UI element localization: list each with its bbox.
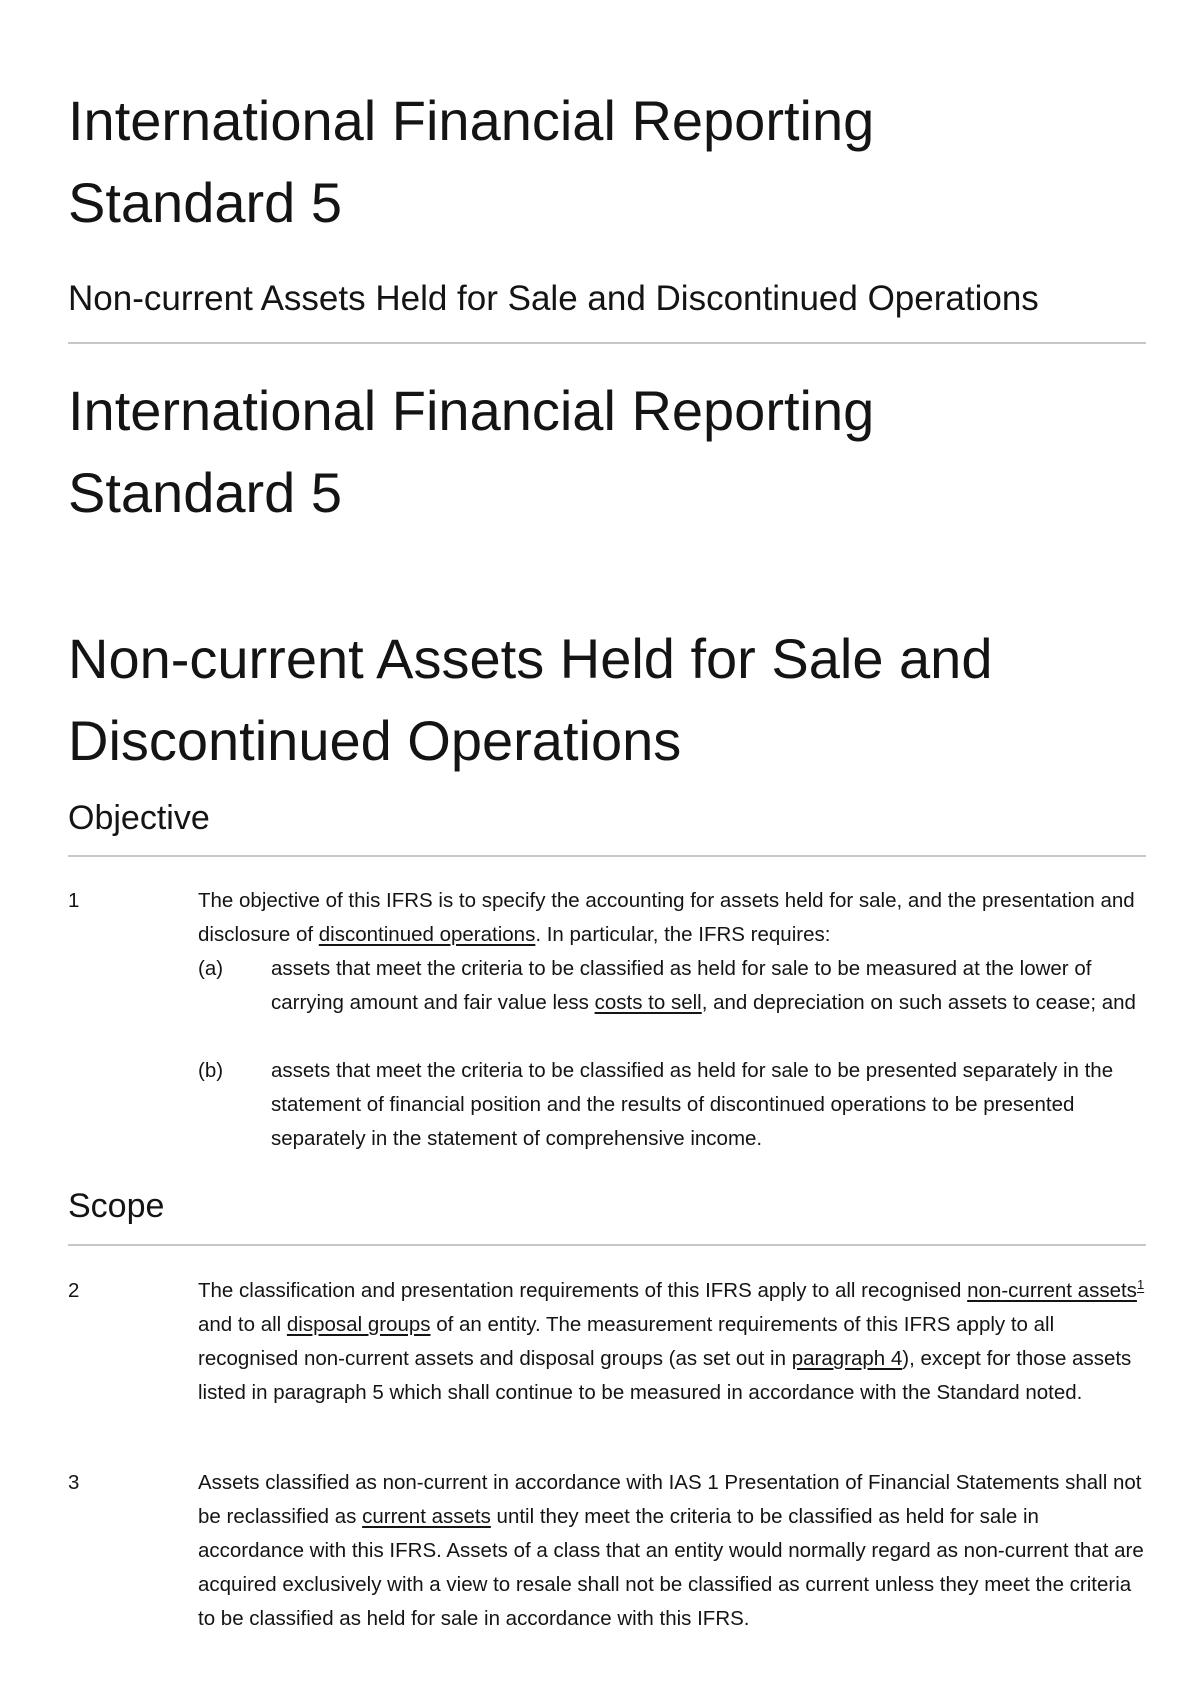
standard-subtitle: Non-current Assets Held for Sale and Discontinued Operations	[68, 627, 993, 772]
disposal-groups-link[interactable]: disposal groups	[286, 1313, 431, 1336]
list-item	[271, 952, 1148, 1020]
paragraph-number: 3	[68, 1471, 80, 1494]
paragraph-text: The objective of this IFRS is to specify the accounting for assets held for sale, and the presentation and disclosure of	[198, 889, 1135, 946]
objective-heading: Objective	[68, 799, 210, 837]
current-assets-link[interactable]: current assets	[362, 1505, 491, 1528]
standard-title: International Financial Reporting Standard 5	[68, 379, 875, 524]
paragraph-text: ), except for those assets listed in paragraph 5 which shall continue to be measured in accordance with the Standard noted.	[198, 1347, 1132, 1404]
document-title: International Financial Reporting Standard 5	[68, 89, 875, 234]
paragraph-4-link[interactable]: paragraph 4	[791, 1347, 903, 1370]
paragraph-number: 2	[68, 1279, 80, 1302]
objective-divider	[68, 855, 1146, 857]
costs-to-sell-link[interactable]: costs to sell	[594, 991, 702, 1014]
footnote-link[interactable]: 1	[1136, 1277, 1145, 1293]
paragraph-text: and to all	[198, 1313, 287, 1336]
list-item-label: (b)	[198, 1059, 224, 1082]
list-item-text: , and depreciation on such assets to cease; and	[701, 991, 1136, 1014]
discontinued-operations-link[interactable]: discontinued operations	[318, 923, 536, 946]
scope-paragraph-3	[198, 1466, 1148, 1636]
objective-paragraph	[198, 884, 1148, 952]
list-item: assets that meet the criteria to be classified as held for sale to be presented separately in the statement of financial position and the results of discontinued operations to be presented separately in the statement of comprehensive income.	[271, 1059, 1114, 1150]
scope-heading: Scope	[68, 1187, 165, 1225]
list-item-text: assets that meet the criteria to be classified as held for sale to be measured at the lower of carrying amount and fair value less	[271, 957, 1092, 1014]
scope-paragraph-2	[198, 1274, 1148, 1410]
paragraph-text: Assets classified as non-current in accordance with IAS 1 Presentation of Financial Statements shall not be reclassified as	[198, 1471, 1142, 1528]
document-subtitle: Non-current Assets Held for Sale and Discontinued Operations	[68, 279, 1039, 318]
scope-divider	[68, 1244, 1146, 1246]
list-item-label: (a)	[198, 957, 224, 980]
header-divider	[68, 342, 1146, 344]
paragraph-text: The classification and presentation requirements of this IFRS apply to all recognised	[198, 1279, 968, 1302]
paragraph-text: until they meet the criteria to be classified as held for sale in accordance with this IFRS. Assets of a class that an entity would normally regard as non-current that are acquired exclusively with a view to resale shall not be classified as current unless they meet the criteria to be classified as held for sale in accordance with this IFRS.	[198, 1505, 1144, 1630]
paragraph-text: of an entity. The measurement requirements of this IFRS apply to all recognised non-current assets and disposal groups (as set out in	[198, 1313, 1055, 1370]
paragraph-text: . In particular, the IFRS requires:	[535, 923, 831, 946]
paragraph-number: 1	[68, 889, 80, 912]
non-current-assets-link[interactable]: non-current assets	[967, 1279, 1137, 1302]
